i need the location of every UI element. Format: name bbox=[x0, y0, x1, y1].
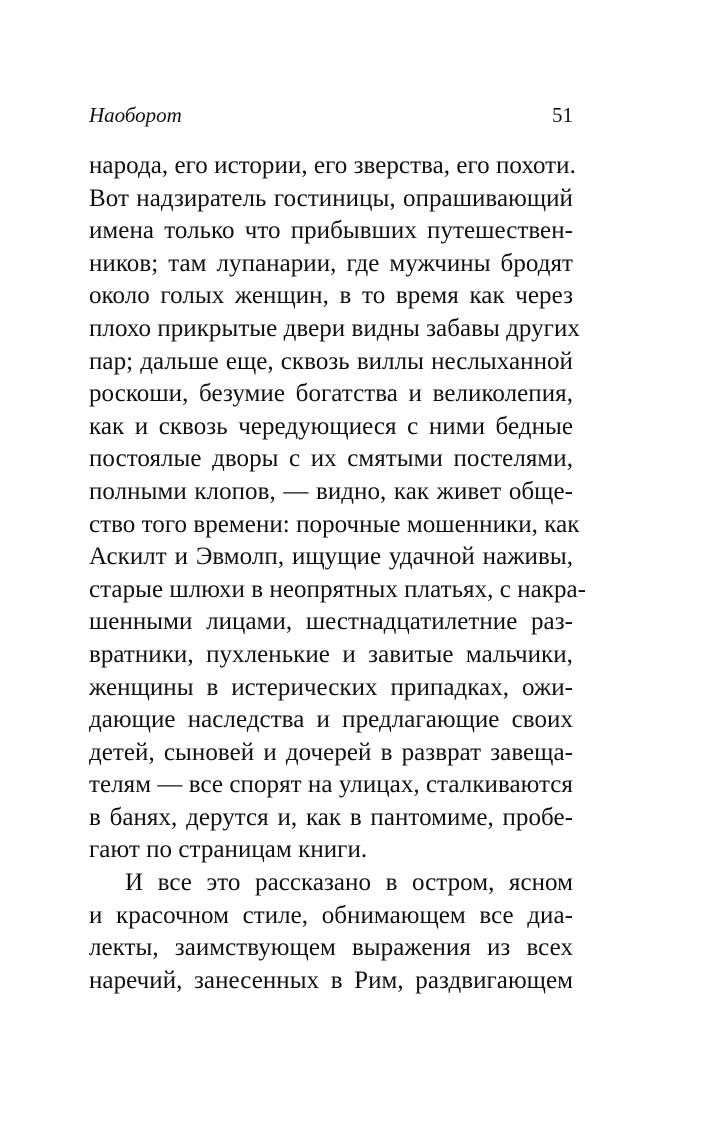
paragraph bbox=[89, 867, 573, 997]
text-line: детей, сыновей и дочерей в разврат завеща- bbox=[89, 738, 573, 766]
text-line: Вот надзиратель гостиницы, опрашивающий bbox=[89, 184, 573, 212]
text-line: дающие наследства и предлагающие своих bbox=[89, 706, 573, 734]
text-line: шенными лицами, шестнадцатилетние раз- bbox=[89, 608, 573, 636]
text-line: И все это рассказано в остром, ясном bbox=[125, 869, 573, 897]
text-line: народа, его истории, его зверства, его похоти. bbox=[89, 152, 576, 179]
text-line: старые шлюхи в неопрятных платьях, с накра- bbox=[89, 575, 587, 603]
text-line: как и сквозь чередующиеся с ними бедные bbox=[89, 412, 573, 440]
body-text bbox=[89, 150, 587, 997]
text-line: ство того времени: порочные мошенники, как bbox=[89, 510, 580, 538]
text-line: ников; там лупанарии, где мужчины бродят bbox=[89, 249, 573, 277]
text-line: постоялые дворы с их смятыми постелями, bbox=[89, 445, 573, 473]
page-number: 51 bbox=[552, 103, 573, 127]
text-line: лекты, заимствующем выражения из всех bbox=[89, 934, 573, 962]
text-line: вратники, пухленькие и завитые мальчики, bbox=[89, 640, 573, 668]
text-line: и красочном стиле, обнимающем все диа- bbox=[89, 901, 573, 929]
text-line: роскоши, безумие богатства и великолепия, bbox=[89, 380, 573, 408]
text-line: Аскилт и Эвмолп, ищущие удачной наживы, bbox=[89, 543, 573, 571]
text-line: пар; дальше еще, сквозь виллы неслыханной bbox=[89, 347, 573, 375]
text-line: плохо прикрытые двери видны забавы других bbox=[89, 314, 580, 342]
text-line: около голых женщин, в то время как через bbox=[89, 282, 573, 310]
text-line: телям — все спорят на улицах, сталкиваются bbox=[89, 771, 573, 799]
text-line: имена только что прибывших путешествен- bbox=[89, 217, 573, 245]
text-line: в банях, дерутся и, как в пантомиме, пробе- bbox=[89, 803, 573, 831]
text-line: полными клопов, — видно, как живет обще- bbox=[89, 477, 573, 505]
text-line: наречий, занесенных в Рим, раздвигающем bbox=[89, 966, 573, 994]
running-head bbox=[89, 100, 573, 130]
paragraph bbox=[89, 150, 587, 867]
text-line: женщины в истерических припадках, ожи- bbox=[89, 673, 573, 701]
text-line: гают по страницам книги. bbox=[89, 836, 368, 864]
running-title: Наоборот bbox=[89, 103, 182, 127]
